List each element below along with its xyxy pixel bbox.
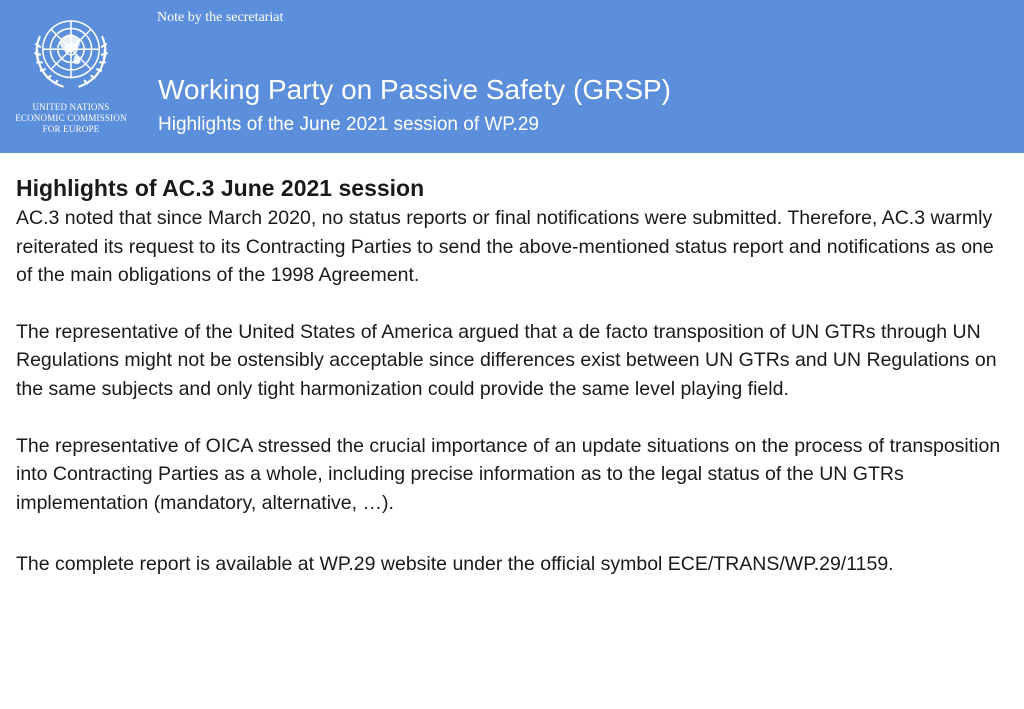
paragraph: AC.3 noted that since March 2020, no status reports or final notifications were submitted. Therefore, AC.3 warmly reiterated its request to its Contracting Parties to send the above-mentioned status report and notifications as one of the main obligations of the 1998 Agreement. <box>16 207 994 287</box>
logo-line: ECONOMIC COMMISSION <box>15 113 127 123</box>
un-emblem-icon <box>24 6 118 100</box>
paragraph: The representative of the United States of America argued that a de facto transposition of UN GTRs through UN Regulations might not be ostensibly acceptable since differences exist between UN GTRs and UN Regulations on the same subjects and only tight harmonization could provide the same level playing field. <box>16 320 997 400</box>
unece-logo <box>6 4 136 144</box>
logo-line: UNITED NATIONS <box>32 102 110 112</box>
logo-line: FOR EUROPE <box>42 124 100 134</box>
header-banner <box>0 0 1024 153</box>
section-heading: Highlights of AC.3 June 2021 session <box>16 175 425 201</box>
page-subtitle: Highlights of the June 2021 session of WP.29 <box>158 114 539 135</box>
logo-caption <box>6 102 136 135</box>
secretariat-note: Note by the secretariat <box>157 10 284 25</box>
page-title: Working Party on Passive Safety (GRSP) <box>158 74 671 105</box>
paragraph: The representative of OICA stressed the crucial importance of an update situations on the process of transposition into Contracting Parties as a whole, including precise information as to the legal status of the UN GTRs implementation (mandatory, alternative, …). <box>16 434 1001 514</box>
main-content <box>16 172 1012 579</box>
paragraph: The complete report is available at WP.29 website under the official symbol ECE/TRANS/WP.29/1159. <box>16 553 894 576</box>
